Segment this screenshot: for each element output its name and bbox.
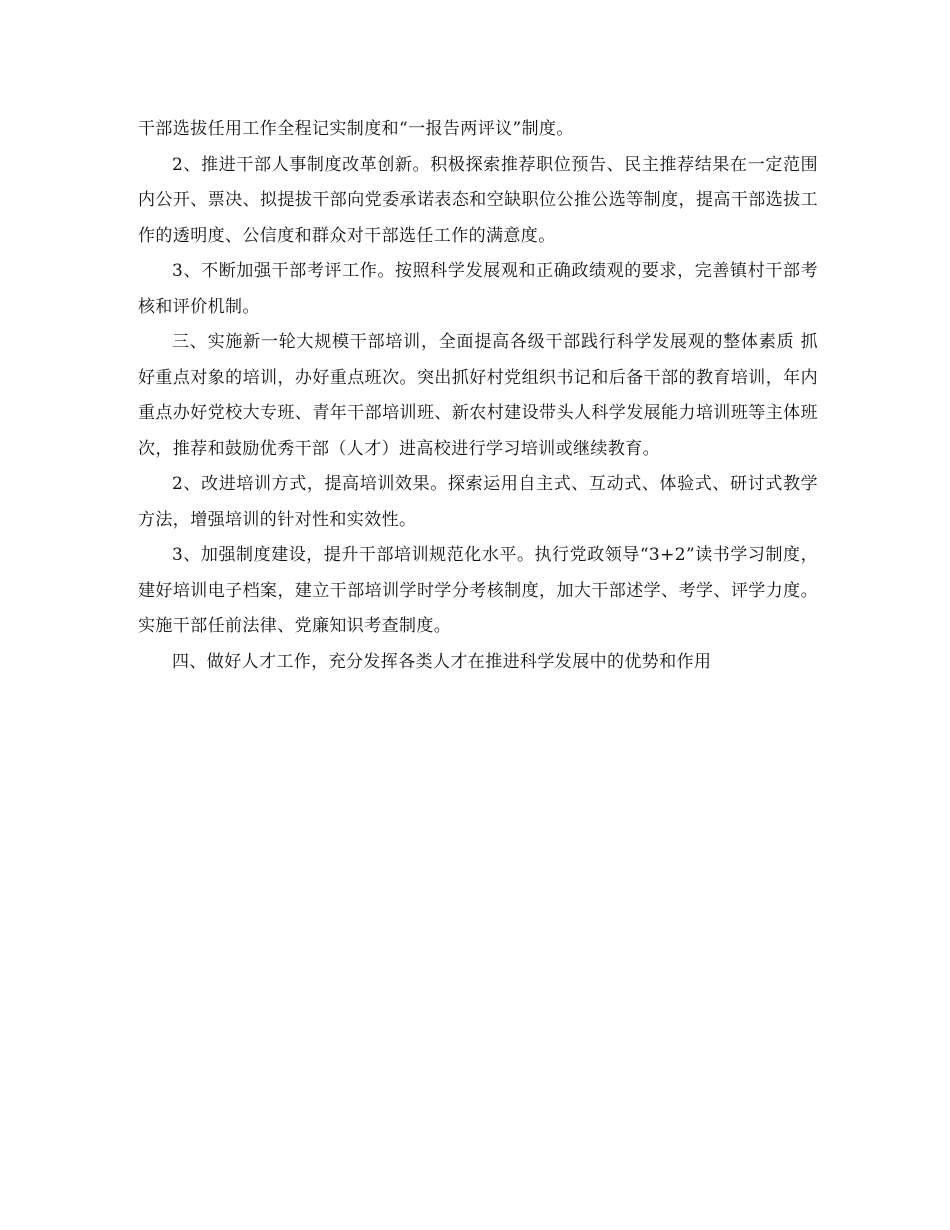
paragraph-4: 三、实施新一轮大规模干部培训，全面提高各级干部践行科学发展观的整体素质 抓好重点对象的培训，办好重点班次。突出抓好村党组织书记和后备干部的教育培训，年内重点办好党校大专班、青年干部培训班、新农村建设带头人科学发展能力培训班等主体班次，推荐和鼓励优秀干部（人才）进高校进行学习培训或继续教育。 (138, 332, 818, 459)
paragraph-7: 四、做好人才工作，充分发挥各类人才在推进科学发展中的优势和作用 (172, 651, 712, 672)
paragraph-2: 2、推进干部人事制度改革创新。积极探索推荐职位预告、民主推荐结果在一定范围内公开、票决、拟提拔干部向党委承诺表态和空缺职位公推公选等制度，提高干部选拔工作的透明度、公信度和群众对干部选任工作的满意度。 (138, 154, 818, 246)
paragraph-1: 干部选拔任用工作全程记实制度和“一报告两评议”制度。 (138, 119, 574, 139)
paragraph-6: 3、加强制度建设，提升干部培训规范化水平。执行党政领导“3+2”读书学习制度，建好培训电子档案，建立干部培训学时学分考核制度，加大干部述学、考学、评学力度。实施干部任前法律、党廉知识考查制度。 (138, 545, 818, 636)
paragraph-5: 2、改进培训方式，提高培训效果。探索运用自主式、互动式、体验式、研讨式教学方法，增强培训的针对性和实效性。 (138, 474, 818, 530)
paragraph-3: 3、不断加强干部考评工作。按照科学发展观和正确政绩观的要求，完善镇村干部考核和评价机制。 (138, 261, 818, 317)
document-body (138, 112, 818, 680)
